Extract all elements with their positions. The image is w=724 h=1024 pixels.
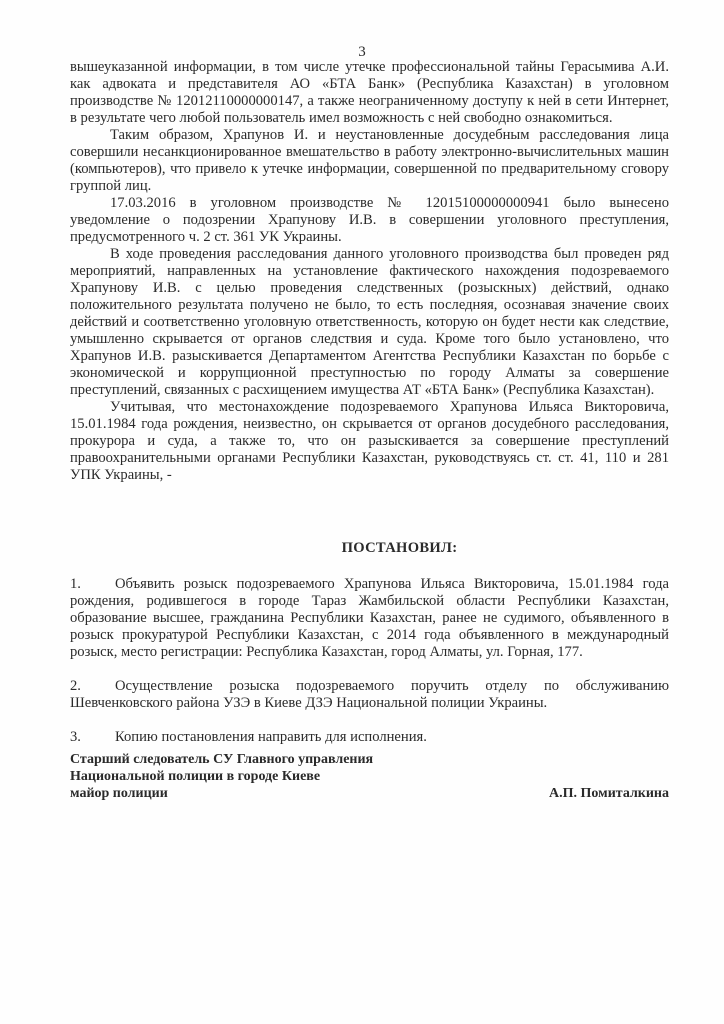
paragraph-conclusion: Таким образом, Храпунов И. и неустановленные досудебным расследования лица совершили несанкционированное вмешательство в работу электронно-вычислительных машин (компьютеров), что привело к утечке информации, совершенной по предварительному сговору группой лиц. [70, 127, 669, 194]
item-number: 3. [70, 729, 81, 745]
resolution-heading: ПОСТАНОВИЛ: [341, 540, 458, 556]
item-text: Копию постановления направить для исполнения. [115, 729, 427, 745]
signatory-rank: майор полиции [70, 786, 168, 801]
signatory-title-line1: Старший следователь СУ Главного управления [70, 752, 374, 767]
signature-block [70, 751, 669, 802]
signatory-title-line2: Национальной полиции в городе Киеве [70, 769, 321, 784]
paragraph-continuation: вышеуказанной информации, в том числе утечке профессиональной тайны Герасымива А.И. как адвоката и представителя АО «БТА Банк» (Республика Казахстан) в уголовном производстве № 12012110000000147, а также неограниченному доступу к ней в сети Интернет, в результате чего любой пользователь имел возможность с ней свободно ознакомиться. [70, 59, 669, 126]
document-body [70, 59, 669, 763]
signatory-name: А.П. Помиталкина [549, 786, 669, 801]
resolution-item [70, 729, 669, 746]
paragraph-suspicion-notice: 17.03.2016 в уголовном производстве № 12015100000000941 было вынесено уведомление о подозрении Храпунову И.В. в совершении уголовного преступления, предусмотренного ч. 2 ст. 361 УК Украины. [70, 195, 669, 245]
resolution-item [70, 576, 669, 661]
item-text: Объявить розыск подозреваемого Храпунова Ильяса Викторовича, 15.01.1984 года рождения, родившегося в городе Тараз Жамбильской области Республики Казахстан, образование высшее, гражданина Республики Казахстан, ранее не судимого, объявленного в розыск прокуратурой Республики Казахстан, с 2014 года объявленного в международный розыск, место регистрации: Республика Казахстан, город Алматы, ул. Горная, 177. [70, 576, 669, 660]
resolution-item [70, 678, 669, 712]
item-number: 2. [70, 678, 81, 694]
paragraph-considering: Учитывая, что местонахождение подозреваемого Храпунова Ильяса Викторовича, 15.01.1984 года рождения, неизвестно, он скрывается от органов досудебного расследования, прокурора и суда, а также то, что он разыскивается за совершение преступлений правоохранительными органами Республики Казахстан, руководствуясь ст. ст. 41, 110 и 281 УПК Украины, - [70, 399, 669, 483]
item-number: 1. [70, 576, 81, 592]
paragraph-investigation: В ходе проведения расследования данного уголовного производства был проведен ряд мероприятий, направленных на установление фактического нахождения подозреваемого Храпунову И.В. с целью проведения следственных (розыскных) действий, однако положительного результата получено не было, то есть последняя, осознавая значение своих действий и соответственно уголовную ответственность, которую он будет нести как следствие, умышленно скрывается от органов следствия и суда. Кроме того было установлено, что Храпунов И.В. разыскивается Департаментом Агентства Республики Казахстан по борьбе с экономической и коррупционной преступностью по городу Алматы за совершение преступлений, связанных с расхищением имущества АТ «БТА Банк» (Республика Казахстан). [70, 246, 669, 398]
item-text: Осуществление розыска подозреваемого поручить отделу по обслуживанию Шевченковского района УЗЭ в Киеве ДЗЭ Национальной полиции Украины. [70, 678, 669, 711]
page-number: 3 [358, 44, 366, 60]
